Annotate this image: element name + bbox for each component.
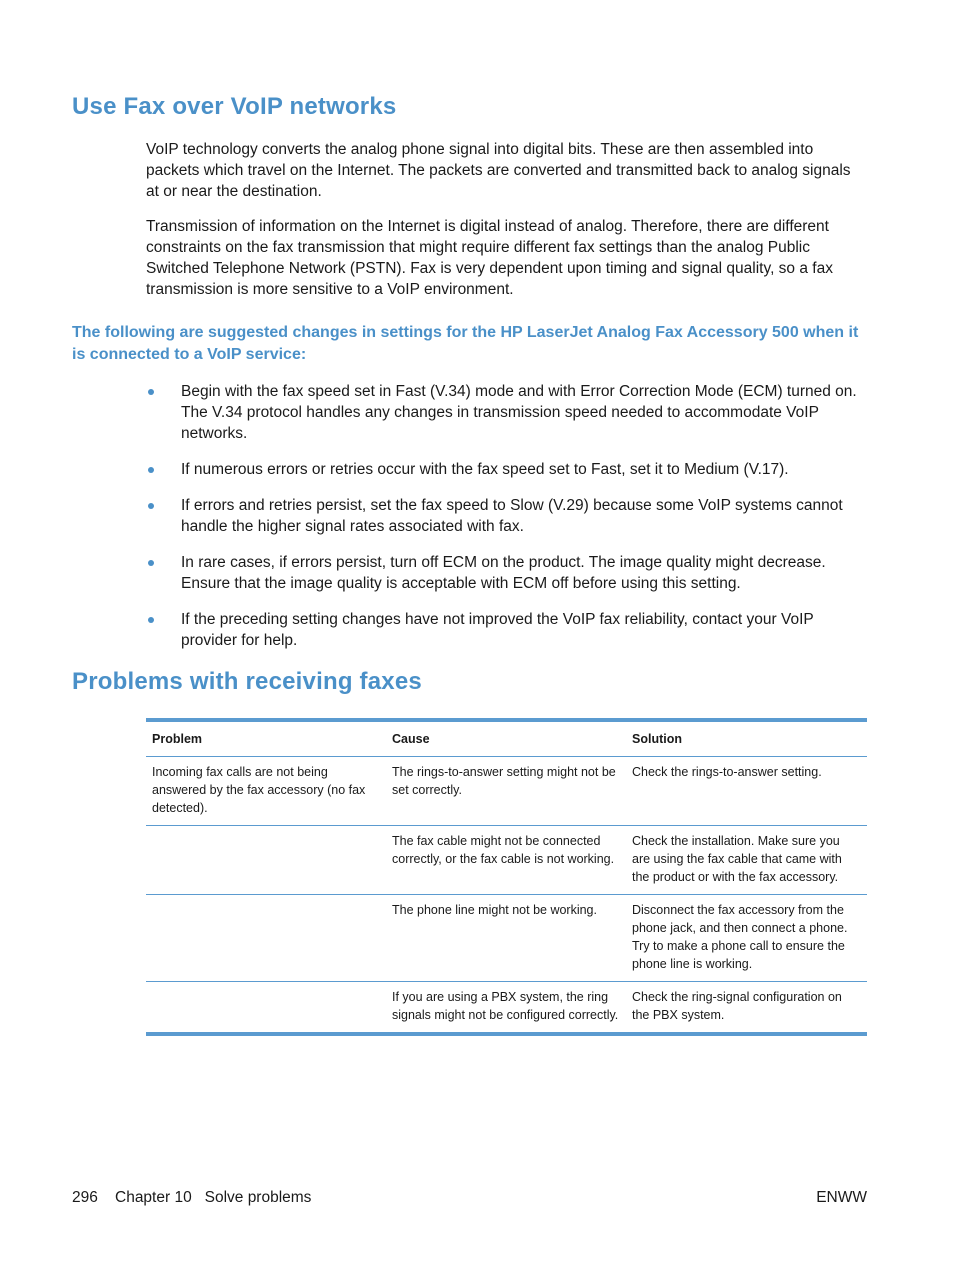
table-cell-problem xyxy=(146,826,386,895)
table-cell-solution: Check the ring-signal configuration on the PBX system. xyxy=(632,990,842,1022)
bullet-icon xyxy=(148,560,154,566)
column-header-solution: Solution xyxy=(626,720,867,757)
table-cell-cause: If you are using a PBX system, the ring signals might not be configured correctly. xyxy=(392,990,619,1022)
chapter-label: Chapter 10 Solve problems xyxy=(115,1189,312,1206)
list-item: If errors and retries persist, set the fax speed to Slow (V.29) because some VoIP systems cannot handle the higher signal rates associated with fax. xyxy=(146,495,866,537)
column-header-problem: Problem xyxy=(146,720,386,757)
section-title-voip: Use Fax over VoIP networks xyxy=(72,93,397,120)
table-cell-problem xyxy=(146,895,386,982)
table-cell-problem: Incoming fax calls are not being answered by the fax accessory (no fax detected). xyxy=(146,757,386,826)
list-item: Begin with the fax speed set in Fast (V.34) mode and with Error Correction Mode (ECM) turned on. The V.34 protocol handles any changes in transmission speed needed to accommodate VoIP networks. xyxy=(146,381,866,444)
table-row xyxy=(146,757,867,826)
bullet-icon xyxy=(148,503,154,509)
table-cell-cause: The fax cable might not be connected correctly, or the fax cable is not working. xyxy=(386,826,626,895)
table-cell-cause: The rings-to-answer setting might not be set correctly. xyxy=(386,757,626,826)
table-row xyxy=(146,982,867,1035)
table-header-row xyxy=(146,720,867,757)
table-cell-solution: Disconnect the fax accessory from the phone jack, and then connect a phone. Try to make a phone call to ensure the phone line is working. xyxy=(626,895,867,982)
list-item: If the preceding setting changes have not improved the VoIP fax reliability, contact your VoIP provider for help. xyxy=(146,609,866,651)
section-title-receiving-faxes: Problems with receiving faxes xyxy=(72,668,422,695)
footer-code: ENWW xyxy=(816,1189,867,1206)
bullet-icon xyxy=(148,467,154,473)
table-cell-solution: Check the installation. Make sure you are using the fax cable that came with the product or with the fax accessory. xyxy=(626,826,867,895)
list-item: In rare cases, if errors persist, turn off ECM on the product. The image quality might decrease. Ensure that the image quality is acceptable with ECM off before using this setting. xyxy=(146,552,866,594)
table-row xyxy=(146,895,867,982)
bullet-icon xyxy=(148,617,154,623)
receiving-faxes-table xyxy=(146,718,867,1036)
table-cell-solution: Check the rings-to-answer setting. xyxy=(626,757,867,826)
table-cell-problem xyxy=(146,982,386,1035)
voip-bullet-list xyxy=(146,381,866,666)
voip-subheading: The following are suggested changes in settings for the HP LaserJet Analog Fax Accessory 500 when it is connected to a VoIP service: xyxy=(72,324,859,363)
voip-paragraph-2: Transmission of information on the Internet is digital instead of analog. Therefore, there are different constraints on the fax transmission that might require different fax settings than the analog Public Switched Telephone Network (PSTN). Fax is very dependent upon timing and signal quality, so a fax transmission is more sensitive to a VoIP environment. xyxy=(146,218,833,298)
list-item: If numerous errors or retries occur with the fax speed set to Fast, set it to Medium (V.17). xyxy=(146,459,866,480)
table-row xyxy=(146,826,867,895)
page-number: 296 xyxy=(72,1189,98,1206)
column-header-cause: Cause xyxy=(386,720,626,757)
table-cell-cause: The phone line might not be working. xyxy=(386,895,626,982)
voip-paragraph-1: VoIP technology converts the analog phone signal into digital bits. These are then assembled into packets which travel on the Internet. The packets are converted and transmitted back to analog signals at or near the destination. xyxy=(146,141,851,200)
bullet-icon xyxy=(148,389,154,395)
